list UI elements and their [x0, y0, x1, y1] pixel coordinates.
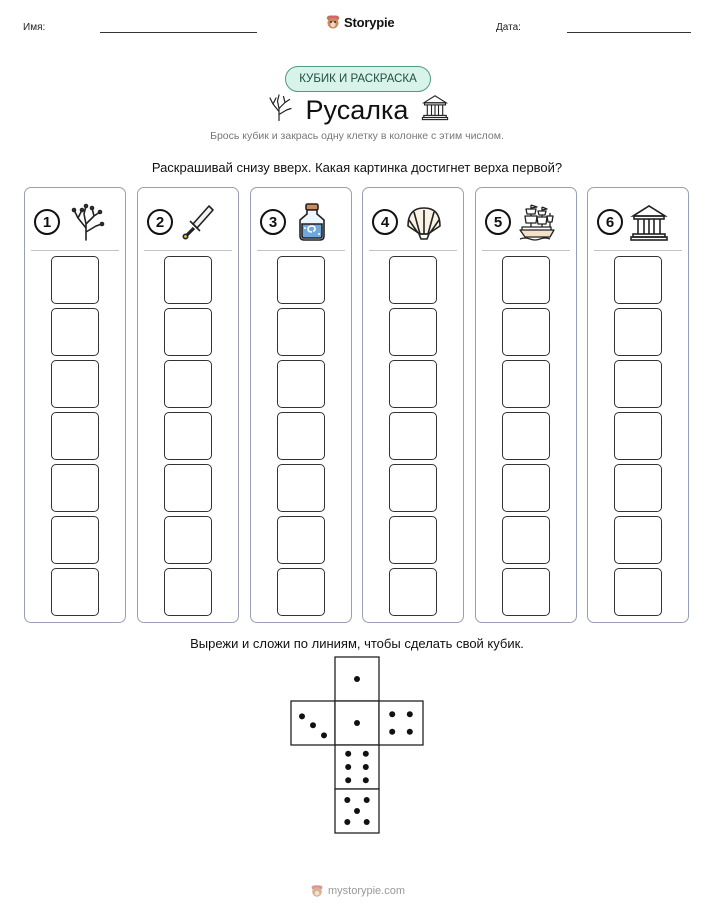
dice-pip — [354, 808, 360, 814]
footer-url[interactable]: mystorypie.com — [328, 885, 406, 897]
dice-pip — [407, 729, 413, 735]
column-number: 1 — [34, 209, 60, 235]
dice-pip — [363, 751, 369, 757]
dice-pip — [354, 720, 360, 726]
dice-pip — [389, 729, 395, 735]
column-number: 6 — [597, 209, 623, 235]
dice-pip — [345, 764, 351, 770]
dice-pip — [345, 751, 351, 757]
dice-pip — [354, 676, 360, 682]
page-title: Русалка — [305, 95, 409, 125]
column-number: 3 — [260, 209, 286, 235]
dice-face — [379, 701, 423, 745]
dice-face — [335, 745, 379, 789]
name-label: Имя: — [23, 22, 46, 33]
footer — [310, 884, 405, 898]
dice-pip — [389, 711, 395, 717]
dice-pip — [344, 819, 350, 825]
column-number: 5 — [485, 209, 511, 235]
dice-pip — [407, 711, 413, 717]
instruction: Раскрашивай снизу вверх. Какая картинка достигнет верха первой? — [151, 160, 563, 175]
dice-pip — [364, 819, 370, 825]
dice-pip — [321, 732, 327, 738]
category-badge: КУБИК И РАСКРАСКА — [285, 66, 431, 92]
dice-pip — [299, 713, 305, 719]
brand-name: Storypie — [344, 14, 395, 30]
subtitle: Брось кубик и закрась одну клетку в колонке с этим числом. — [210, 130, 504, 142]
date-label: Дата: — [496, 22, 521, 33]
bear-mascot-icon — [310, 884, 324, 898]
column-number: 2 — [147, 209, 173, 235]
dice-pip — [363, 764, 369, 770]
dice-pip — [345, 777, 351, 783]
dice-pip — [310, 722, 316, 728]
column-number: 4 — [372, 209, 398, 235]
cut-instruction: Вырежи и сложи по линиям, чтобы сделать свой кубик. — [190, 636, 524, 651]
dice-pip — [363, 777, 369, 783]
dice-pip — [364, 797, 370, 803]
dice-pip — [344, 797, 350, 803]
